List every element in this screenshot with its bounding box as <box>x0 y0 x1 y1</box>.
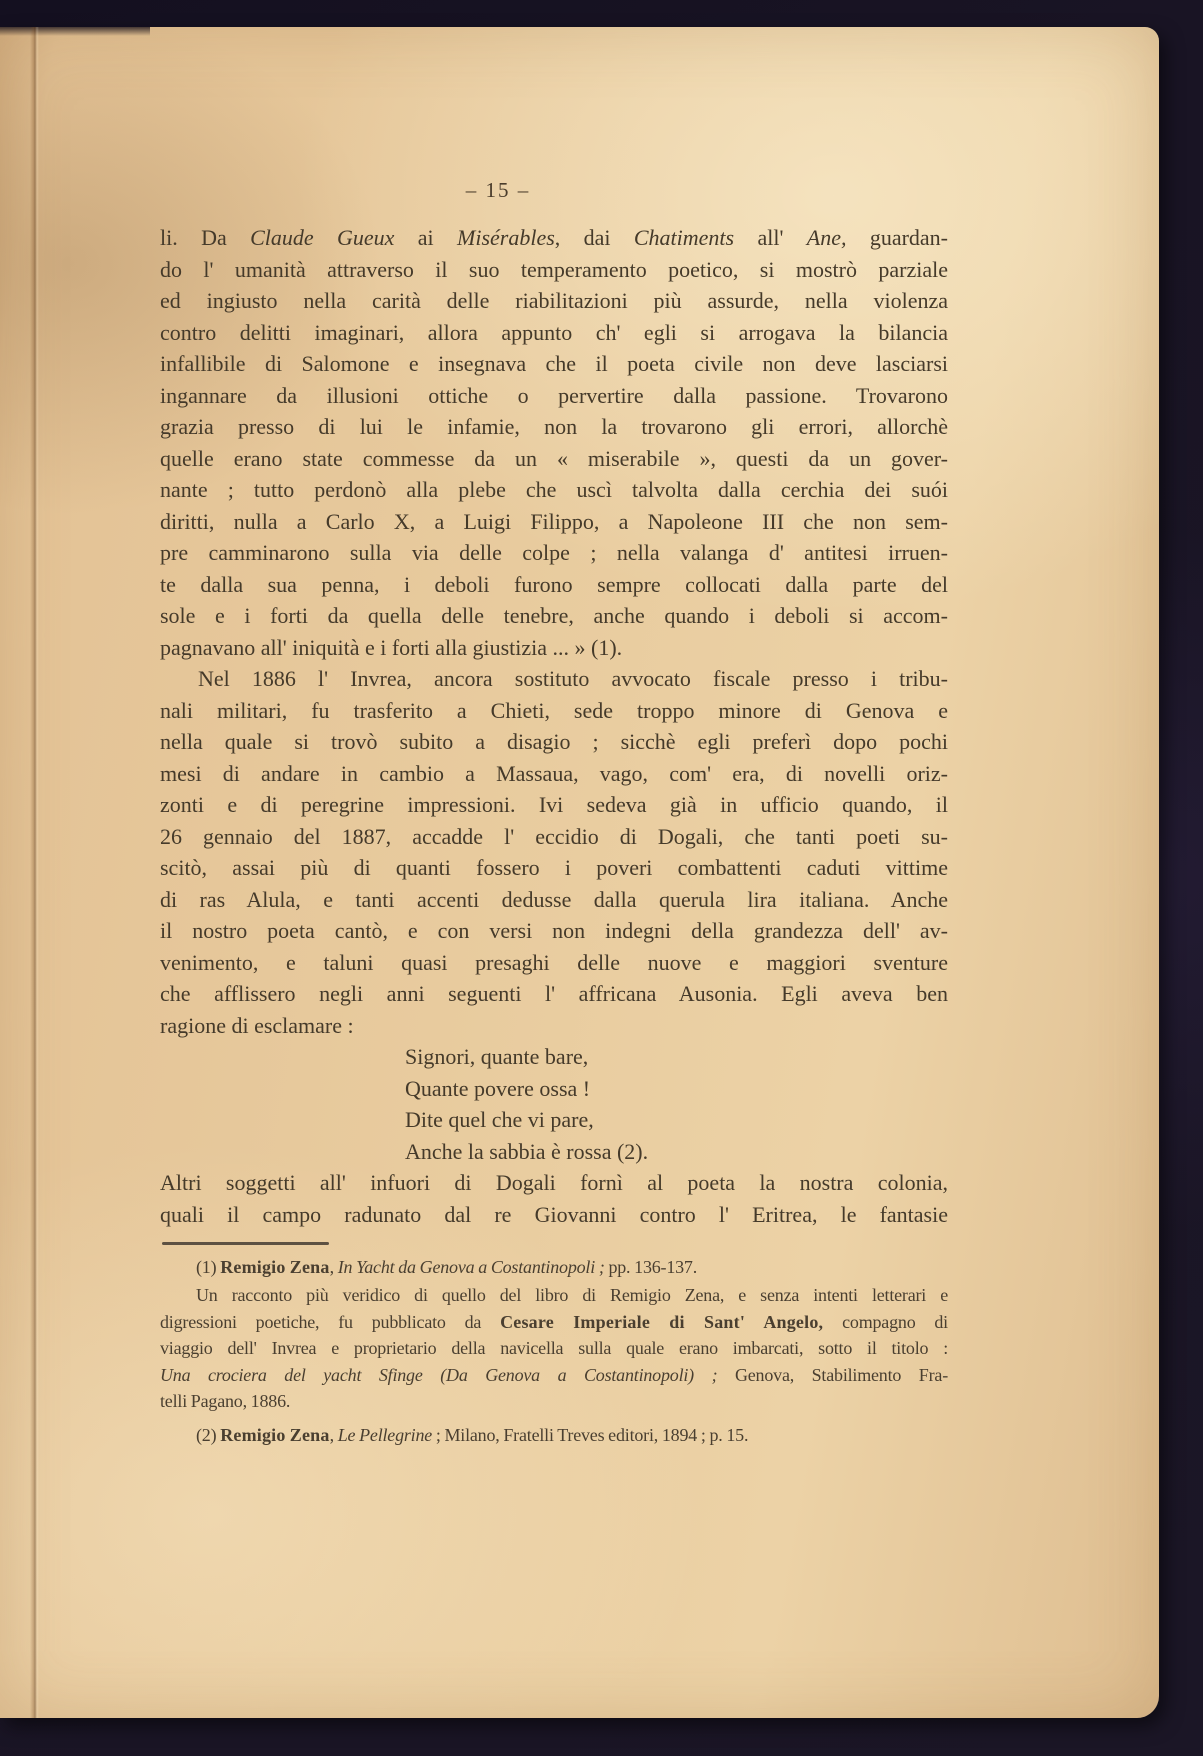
text-segment: grazia presso di lui le infamie, non la trovarono gli errori, allorchè <box>160 414 948 439</box>
bold-text: Remigio Zena <box>220 1257 330 1277</box>
text-segment: Dite quel che vi pare, <box>405 1107 594 1132</box>
italic-text: In Yacht da Genova a Costantinopoli ; <box>337 1257 605 1277</box>
text-segment: ingannare da illusioni ottiche o pervertire dalla passione. Trovarono <box>160 382 948 408</box>
italic-text: Ane, <box>806 225 847 250</box>
text-line <box>160 789 948 821</box>
text-line <box>160 348 948 380</box>
text-segment: pagnavano all' iniquità e i forti alla giustizia ... » (1). <box>160 634 623 660</box>
text-segment: infallibile di Salomone e insegnava che il poeta civile non deve lasciarsi <box>160 351 948 376</box>
text-line <box>160 1309 948 1336</box>
text-segment: nali militari, fu trasferito a Chieti, sede troppo minore di Genova e <box>160 697 948 723</box>
text-line <box>160 600 948 632</box>
book-page <box>0 27 1159 1718</box>
text-line <box>160 474 948 506</box>
page-top-shadow <box>0 27 150 36</box>
text-segment: che afflissero negli anni seguenti l' affricana Ausonia. Egli aveva ben <box>160 981 948 1006</box>
text-line <box>160 758 948 790</box>
text-segment: ai <box>394 225 458 250</box>
text-segment: quali il campo radunato dal re Giovanni contro l' Eritrea, le fantasie <box>160 1201 948 1227</box>
text-segment: Altri soggetti all' infuori di Dogali fornì al poeta la nostra colonia, <box>160 1170 948 1195</box>
footnote-1 <box>160 1254 948 1281</box>
text-segment: contro delitti imaginari, allora appunto ch' egli si arrogava la bilancia <box>160 319 948 345</box>
text-line <box>160 1335 948 1362</box>
text-segment: venimento, e taluni quasi presaghi delle nuove e maggiori sventure <box>160 949 948 975</box>
text-segment: Signori, quante bare, <box>405 1044 589 1069</box>
text-line <box>160 1254 948 1281</box>
text-segment: ed ingiusto nella carità delle riabilitazioni più assurde, nella violenza <box>160 288 948 313</box>
body-paragraph-2 <box>160 663 948 1041</box>
text-segment: quelle erano state commesse da un « miserabile », questi da un gover- <box>160 445 948 471</box>
text-segment: , <box>329 1425 338 1445</box>
footnote-2 <box>160 1422 948 1449</box>
footnote-1-continuation <box>160 1282 948 1415</box>
bold-text: Remigio Zena <box>220 1425 330 1445</box>
text-line <box>160 317 948 349</box>
text-segment: scitò, assai più di quanti fossero i poveri combattenti caduti vittime <box>160 855 948 880</box>
text-line <box>160 726 948 758</box>
text-line <box>160 1010 948 1042</box>
text-line <box>160 254 948 286</box>
text-segment: zonti e di peregrine impressioni. Ivi sedeva già in ufficio quando, il <box>160 792 948 817</box>
text-segment: viaggio dell' Invrea e proprietario della navicella sulla quale erano imbarcati, sotto il titolo : <box>160 1338 948 1358</box>
text-segment: te dalla sua penna, i deboli furono sempre collocati dalla parte del <box>160 571 948 597</box>
italic-text: Claude Gueux <box>250 225 395 250</box>
text-segment: ; Milano, Fratelli Treves editori, 1894 ; p. 15. <box>432 1425 749 1445</box>
italic-text: Le Pellegrine <box>337 1425 433 1445</box>
text-line <box>160 821 948 853</box>
text-line <box>160 915 948 947</box>
text-line <box>160 1167 948 1199</box>
italic-text: Chatiments <box>633 225 735 250</box>
text-line <box>160 1422 948 1449</box>
text-segment: diritti, nulla a Carlo X, a Luigi Filippo, a Napoleone III che non sem- <box>160 508 948 534</box>
text-segment: Anche la sabbia è rossa (2). <box>405 1138 649 1164</box>
text-segment: Nel 1886 l' Invrea, ancora sostituto avvocato fiscale presso i tribu- <box>198 666 948 691</box>
text-segment: , <box>329 1257 338 1277</box>
text-segment: Quante povere ossa ! <box>405 1075 591 1101</box>
text-segment: (2) <box>196 1425 221 1445</box>
text-segment: 26 gennaio del 1887, accadde l' eccidio di Dogali, che tanti poeti su- <box>160 823 948 849</box>
text-segment: ragione di esclamare : <box>160 1012 354 1038</box>
text-segment: mesi di andare in cambio a Massaua, vago, com' era, di novelli oriz- <box>160 760 948 786</box>
footnote-separator-rule <box>162 1242 329 1245</box>
text-line <box>160 663 948 695</box>
text-segment: pre camminarono sulla via delle colpe ; nella valanga d' antitesi irruen- <box>160 540 948 565</box>
text-line <box>160 443 948 475</box>
text-line <box>160 947 948 979</box>
text-segment: guardan- <box>846 225 949 250</box>
text-line <box>160 978 948 1010</box>
text-segment: sole e i forti da quella delle tenebre, anche quando i deboli si accom- <box>160 603 948 628</box>
text-segment: di ras Alula, e tanti accenti dedusse dalla querula lira italiana. Anche <box>160 886 948 912</box>
italic-text: Misérables <box>457 225 555 250</box>
text-segment: li. Da <box>160 225 251 250</box>
text-line <box>160 222 948 254</box>
text-line <box>160 884 948 916</box>
text-segment: Genova, Stabilimento Fra- <box>717 1364 948 1385</box>
text-line <box>160 1282 948 1309</box>
italic-text: Una crociera del yacht Sfinge (Da Genova a Costantinopoli) ; <box>160 1364 718 1385</box>
body-paragraph-1 <box>160 222 948 663</box>
text-line <box>405 1041 845 1073</box>
text-line <box>160 411 948 443</box>
text-line <box>160 1388 948 1415</box>
text-line <box>160 852 948 884</box>
text-segment: compagno di <box>823 1311 948 1332</box>
text-segment: digressioni poetiche, fu pubblicato da <box>160 1311 501 1332</box>
text-segment: nella quale si trovò subito a disagio ; sicchè egli preferì dopo pochi <box>160 729 948 754</box>
page-number: – 15 – <box>465 178 531 202</box>
text-segment: (1) <box>196 1257 221 1277</box>
verse-quote <box>405 1041 845 1167</box>
bold-text: Cesare Imperiale di Sant' Angelo, <box>500 1311 824 1332</box>
text-segment: , dai <box>554 225 634 250</box>
text-line <box>160 1362 948 1389</box>
text-line <box>405 1136 845 1168</box>
text-segment: Un racconto più veridico di quello del libro di Remigio Zena, e senza intenti letterari e <box>196 1285 948 1305</box>
text-line <box>405 1104 845 1136</box>
text-segment: do l' umanità attraverso il suo temperamento poetico, si mostrò parziale <box>160 256 948 282</box>
text-line <box>405 1073 845 1105</box>
text-line <box>160 506 948 538</box>
binding-crease <box>30 27 39 1718</box>
text-line <box>160 285 948 317</box>
text-line <box>160 695 948 727</box>
text-line <box>160 1199 948 1231</box>
text-segment: all' <box>734 225 807 250</box>
text-line <box>160 537 948 569</box>
text-line <box>160 569 948 601</box>
text-line <box>160 380 948 412</box>
text-segment: telli Pagano, 1886. <box>160 1391 291 1411</box>
body-paragraph-3 <box>160 1167 948 1230</box>
text-segment: nante ; tutto perdonò alla plebe che uscì talvolta dalla cerchia dei suói <box>160 477 948 502</box>
text-line <box>160 632 948 664</box>
text-segment: pp. 136-137. <box>604 1257 698 1277</box>
text-segment: il nostro poeta cantò, e con versi non indegni della grandezza dell' av- <box>160 918 948 943</box>
